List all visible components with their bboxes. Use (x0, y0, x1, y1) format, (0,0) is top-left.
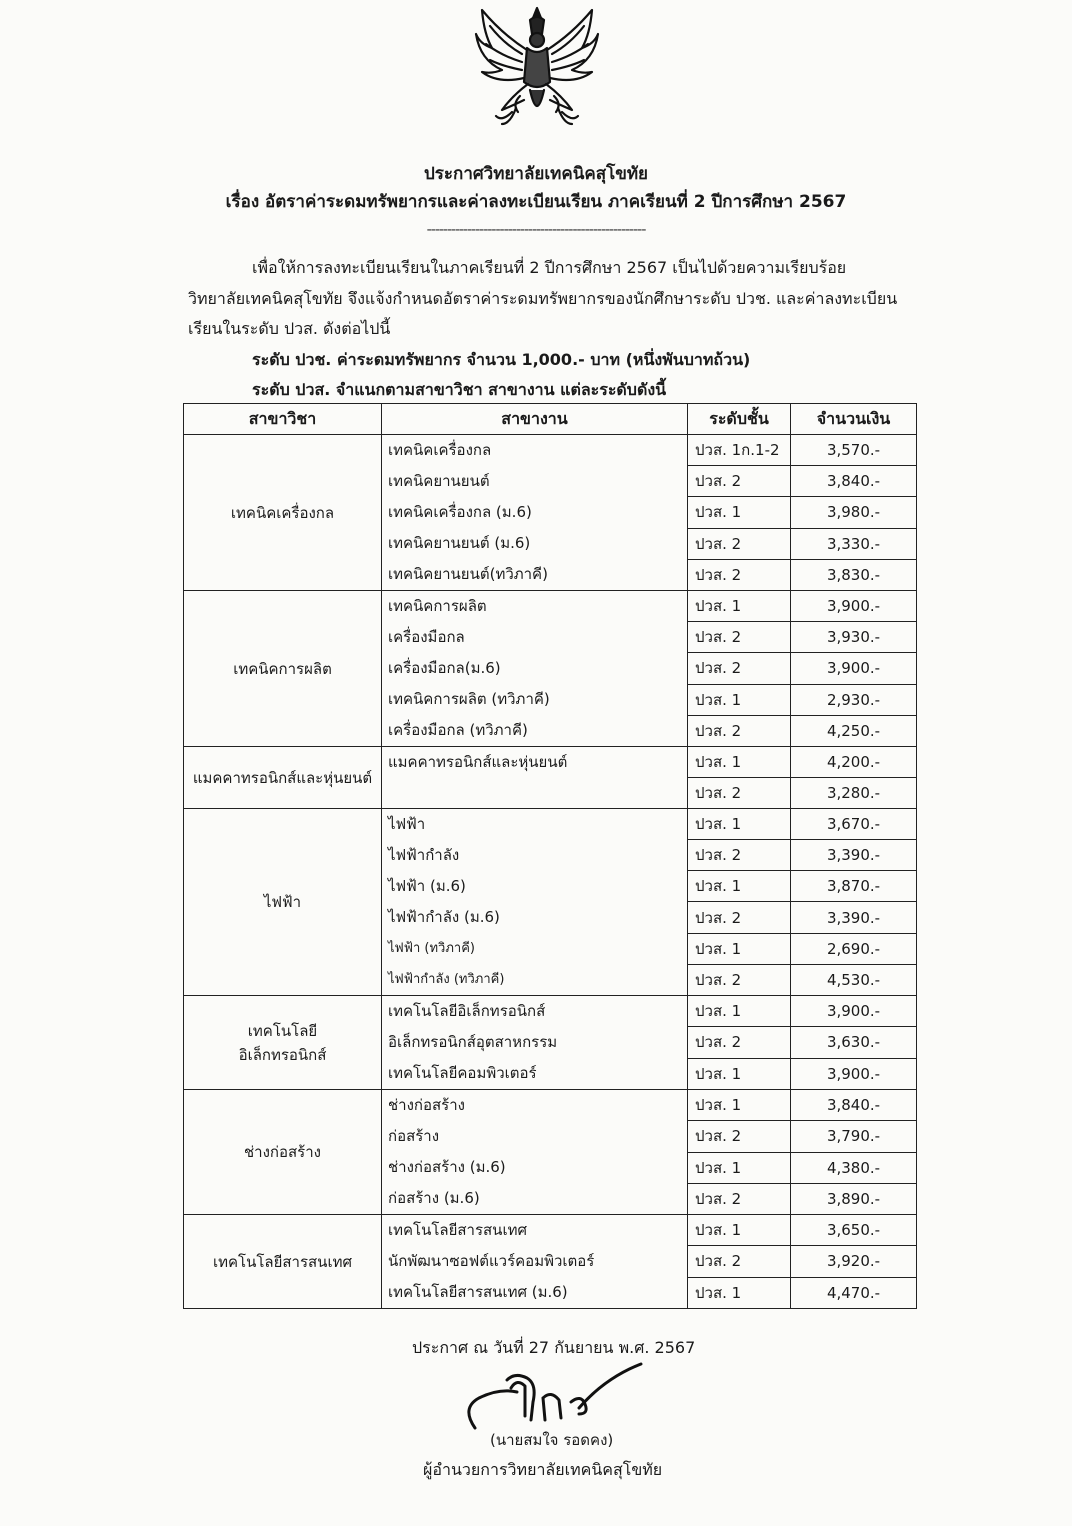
major-name: เทคนิคการผลิต (ทวิภาคี) (388, 690, 550, 708)
level-cell: ปวส. 1 (688, 809, 791, 840)
major-name: ไฟฟ้ากำลัง (388, 846, 460, 864)
dept-cell: เทคนิคการผลิต (184, 591, 382, 747)
amount-cell: 4,470.- (791, 1277, 917, 1308)
level-cell: ปวส. 1 (688, 1090, 791, 1121)
major-name: ไฟฟ้า (388, 815, 426, 833)
amount-cell: 3,900.- (791, 996, 917, 1027)
major-cell (382, 1090, 688, 1215)
major-name: เทคนิคยานยนต์ (388, 472, 490, 490)
level-cell: ปวส. 1ก.1-2 (688, 435, 791, 466)
level-cell: ปวส. 2 (688, 559, 791, 590)
garuda-emblem-icon (472, 4, 602, 128)
level-cell: ปวส. 1 (688, 747, 791, 778)
amount-cell: 3,870.- (791, 871, 917, 902)
amount-cell: 3,830.- (791, 559, 917, 590)
major-name: เครื่องมือกล (388, 628, 465, 646)
major-name: อิเล็กทรอนิกส์อุตสาหกรรม (388, 1033, 558, 1051)
major-name: แมคคาทรอนิกส์และหุ่นยนต์ (388, 753, 568, 771)
amount-cell: 4,380.- (791, 1152, 917, 1183)
major-name: ช่างก่อสร้าง (388, 1096, 465, 1114)
dept-cell: ไฟฟ้า (184, 809, 382, 996)
intro-line-2: วิทยาลัยเทคนิคสุโขทัย จึงแจ้งกำหนดอัตราค่าระดมทรัพยากรของนักศึกษาระดับ ปวช. และค่าลงทะเบียน (188, 289, 898, 308)
level-cell: ปวส. 2 (688, 840, 791, 871)
major-name: ไฟฟ้ากำลัง (ม.6) (388, 908, 500, 926)
major-name: เครื่องมือกล (ทวิภาคี) (388, 721, 528, 739)
major-name: เทคโนโลยีสารสนเทศ (ม.6) (388, 1283, 568, 1301)
amount-cell: 3,900.- (791, 591, 917, 622)
header-amount: จำนวนเงิน (791, 404, 917, 435)
major-name: นักพัฒนาซอฟต์แวร์คอมพิวเตอร์ (388, 1252, 595, 1270)
amount-cell: 3,920.- (791, 1246, 917, 1277)
level-cell: ปวส. 2 (688, 528, 791, 559)
amount-cell: 3,900.- (791, 653, 917, 684)
amount-cell: 3,650.- (791, 1215, 917, 1246)
amount-cell: 3,930.- (791, 622, 917, 653)
fee-table (183, 403, 917, 1309)
level-cell: ปวส. 2 (688, 1246, 791, 1277)
major-name: ไฟฟ้ากำลัง (ทวิภาคี) (388, 972, 505, 987)
level-cell: ปวส. 2 (688, 1027, 791, 1058)
major-cell (382, 809, 688, 996)
level-cell: ปวส. 1 (688, 1152, 791, 1183)
level-cell: ปวส. 2 (688, 1121, 791, 1152)
major-name: ช่างก่อสร้าง (ม.6) (388, 1158, 506, 1176)
major-cell (382, 996, 688, 1090)
announcement-subject: เรื่อง อัตราค่าระดมทรัพยากรและค่าลงทะเบียนเรียน ภาคเรียนที่ 2 ปีการศึกษา 2567 (225, 192, 847, 212)
level-cell: ปวส. 2 (688, 653, 791, 684)
major-name: เทคนิคยานยนต์ (ม.6) (388, 534, 531, 552)
major-name: เทคนิคเครื่องกล (388, 441, 492, 459)
major-name: ก่อสร้าง (ม.6) (388, 1189, 480, 1207)
amount-cell: 3,980.- (791, 497, 917, 528)
major-cell (382, 1215, 688, 1309)
level-cell: ปวส. 1 (688, 871, 791, 902)
level-cell: ปวส. 2 (688, 1183, 791, 1214)
level-cell: ปวส. 1 (688, 684, 791, 715)
amount-cell: 3,670.- (791, 809, 917, 840)
amount-cell: 3,840.- (791, 466, 917, 497)
table-row (184, 747, 917, 778)
major-cell (382, 591, 688, 747)
dept-cell (184, 996, 382, 1090)
announcement-title: ประกาศวิทยาลัยเทคนิคสุโขทัย (424, 164, 648, 184)
dept-name-line-2: อิเล็กทรอนิกส์ (238, 1045, 327, 1064)
major-name: ไฟฟ้า (ทวิภาคี) (388, 941, 475, 956)
table-row (184, 996, 917, 1027)
amount-cell: 3,790.- (791, 1121, 917, 1152)
level-cell: ปวส. 2 (688, 964, 791, 995)
vocational-certificate-fee: ระดับ ปวช. ค่าระดมทรัพยากร จำนวน 1,000.- บาท (หนึ่งพันบาทถ้วน) (252, 350, 751, 369)
amount-cell: 3,630.- (791, 1027, 917, 1058)
major-cell (382, 747, 688, 809)
major-name: เครื่องมือกล(ม.6) (388, 659, 501, 677)
header-level: ระดับชั้น (688, 404, 791, 435)
level-cell: ปวส. 2 (688, 622, 791, 653)
header-major: สาขางาน (382, 404, 688, 435)
issued-date: ประกาศ ณ วันที่ 27 กันยายน พ.ศ. 2567 (412, 1338, 696, 1357)
table-row (184, 1215, 917, 1246)
high-vocational-heading: ระดับ ปวส. จำแนกตามสาขาวิชา สาขางาน แต่ละระดับดังนี้ (252, 380, 667, 399)
table-row (184, 809, 917, 840)
level-cell: ปวส. 1 (688, 1058, 791, 1089)
amount-cell: 3,890.- (791, 1183, 917, 1214)
amount-cell: 4,200.- (791, 747, 917, 778)
table-row (184, 435, 917, 466)
signer-title: ผู้อำนวยการวิทยาลัยเทคนิคสุโขทัย (423, 1460, 663, 1479)
amount-cell: 3,900.- (791, 1058, 917, 1089)
major-name: ก่อสร้าง (388, 1127, 440, 1145)
amount-cell: 3,390.- (791, 840, 917, 871)
amount-cell: 3,330.- (791, 528, 917, 559)
level-cell: ปวส. 1 (688, 497, 791, 528)
intro-line-3: เรียนในระดับ ปวส. ดังต่อไปนี้ (188, 319, 391, 338)
dept-cell: แมคคาทรอนิกส์และหุ่นยนต์ (184, 747, 382, 809)
major-name: เทคโนโลยีสารสนเทศ (388, 1221, 527, 1239)
dept-cell: เทคโนโลยีสารสนเทศ (184, 1215, 382, 1309)
table-header-row (184, 404, 917, 435)
level-cell: ปวส. 2 (688, 902, 791, 933)
header-dept: สาขาวิชา (184, 404, 382, 435)
signer-name: (นายสมใจ รอดคง) (490, 1431, 614, 1449)
major-cell (382, 435, 688, 591)
major-name: เทคโนโลยีคอมพิวเตอร์ (388, 1064, 537, 1082)
table-row (184, 1090, 917, 1121)
dept-cell: ช่างก่อสร้าง (184, 1090, 382, 1215)
table-row (184, 591, 917, 622)
major-name: เทคโนโลยีอิเล็กทรอนิกส์ (388, 1002, 546, 1020)
level-cell: ปวส. 2 (688, 715, 791, 746)
level-cell: ปวส. 1 (688, 933, 791, 964)
amount-cell: 4,250.- (791, 715, 917, 746)
major-name: ไฟฟ้า (ม.6) (388, 877, 466, 895)
amount-cell: 2,690.- (791, 933, 917, 964)
amount-cell: 3,390.- (791, 902, 917, 933)
major-name: เทคนิคการผลิต (388, 597, 487, 615)
amount-cell: 3,840.- (791, 1090, 917, 1121)
level-cell: ปวส. 1 (688, 1215, 791, 1246)
dept-name-line-1: เทคโนโลยี (247, 1021, 318, 1040)
dept-cell: เทคนิคเครื่องกล (184, 435, 382, 591)
level-cell: ปวส. 2 (688, 466, 791, 497)
divider-line: ------------------------------------------------------ (426, 222, 646, 238)
level-cell: ปวส. 1 (688, 996, 791, 1027)
amount-cell: 3,280.- (791, 778, 917, 809)
handwritten-signature (455, 1358, 645, 1438)
level-cell: ปวส. 1 (688, 591, 791, 622)
level-cell: ปวส. 1 (688, 1277, 791, 1308)
amount-cell: 3,570.- (791, 435, 917, 466)
amount-cell: 4,530.- (791, 964, 917, 995)
level-cell: ปวส. 2 (688, 778, 791, 809)
amount-cell: 2,930.- (791, 684, 917, 715)
major-name: เทคนิคเครื่องกล (ม.6) (388, 503, 532, 521)
intro-line-1: เพื่อให้การลงทะเบียนเรียนในภาคเรียนที่ 2 ปีการศึกษา 2567 เป็นไปด้วยความเรียบร้อย (252, 258, 847, 277)
major-name: เทคนิคยานยนต์(ทวิภาคี) (388, 565, 548, 583)
